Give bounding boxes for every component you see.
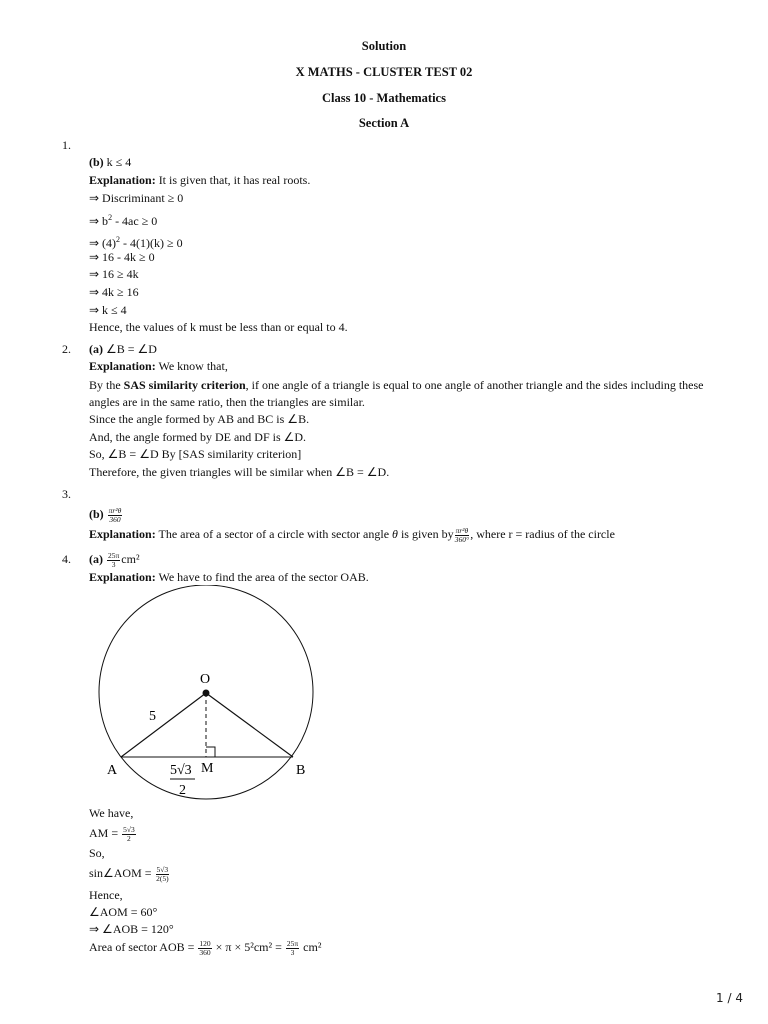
q4-area-fraction-1 (198, 940, 211, 957)
q4-exp-label: Explanation: (89, 570, 156, 584)
q2-p1-b: SAS similarity criterion (123, 378, 246, 392)
radius-oa (121, 693, 206, 757)
q2-answer-text: ∠B = ∠D (106, 342, 157, 356)
q3-theta: θ (392, 527, 398, 541)
label-am-numerator: 5√3 (170, 763, 192, 778)
label-a: A (107, 763, 118, 778)
q3-option: (b) (89, 507, 104, 521)
q2-p1-c: , if one angle of a triangle is equal to one angle of another triangle and the sides including these angles are in the same ratio, then the triangles are similar. (89, 378, 704, 409)
q4-area-equation (89, 936, 321, 958)
q1-explanation (89, 173, 310, 188)
q4-am-numerator: 5√3 (123, 824, 135, 834)
q4-am-fraction (122, 826, 136, 843)
radius-ob (206, 693, 293, 757)
label-o: O (200, 672, 211, 687)
class-subject: Class 10 - Mathematics (322, 91, 446, 105)
q2-exp-text: We know that, (158, 359, 228, 373)
q3-formula-denominator: 360° (454, 534, 470, 544)
q4-answer-denominator: 3 (111, 559, 116, 569)
q4-area-unit: cm² (303, 940, 322, 954)
q4-am-lhs: AM = (89, 826, 119, 840)
sector-figure (85, 585, 335, 800)
q1-step-2-sup: 2 (108, 213, 113, 222)
q4-option: (a) (89, 552, 103, 566)
q4-area-fraction-2 (286, 940, 299, 957)
label-b: B (296, 763, 306, 778)
test-name: X MATHS - CLUSTER TEST 02 (295, 65, 473, 79)
q3-exp-label: Explanation: (89, 527, 156, 541)
q3-explanation (89, 524, 615, 544)
q4-sin-denominator: 2(5) (156, 873, 169, 883)
q4-hence: Hence, (89, 888, 123, 902)
q2-criterion-paragraph (89, 377, 714, 411)
q4-area-r-numerator: 25π (286, 938, 299, 948)
q4-we-have: We have, (89, 806, 134, 820)
q1-step-4: ⇒ 16 - 4k ≥ 0 (89, 250, 155, 264)
q4-sin-equation (89, 862, 170, 884)
label-am-denominator: 2 (179, 783, 186, 798)
q3-number: 3. (62, 487, 71, 501)
q3-formula-numerator: πr²θ (455, 525, 469, 535)
q4-area-r-denominator: 3 (290, 947, 295, 957)
q1-exp-text: It is given that, it has real roots. (158, 173, 311, 187)
q3-answer-denominator: 360 (109, 514, 121, 524)
q3-exp-b: is given by (400, 527, 454, 541)
q1-answer-text: k ≤ 4 (106, 155, 132, 169)
q1-step-3-sup: 2 (116, 235, 121, 244)
q3-answer (89, 504, 123, 524)
label-side-5: 5 (149, 709, 156, 724)
q4-exp-text: We have to find the area of the sector OAB. (158, 570, 369, 584)
q4-answer-unit: cm² (121, 552, 140, 566)
q4-area-b: × π × 5²cm² = (215, 940, 282, 954)
q1-step-1: ⇒ Discriminant ≥ 0 (89, 191, 184, 205)
q4-am-denominator: 2 (127, 833, 131, 843)
q2-exp-label: Explanation: (89, 359, 156, 373)
q4-am-equation (89, 822, 137, 844)
q1-option: (b) (89, 155, 104, 169)
doc-title: Solution (361, 39, 407, 53)
q1-step-6: ⇒ 4k ≥ 16 (89, 285, 139, 299)
q1-number: 1. (62, 138, 71, 152)
q2-explanation (89, 359, 228, 374)
q1-step-2 (89, 210, 157, 229)
q2-option: (a) (89, 342, 103, 356)
q4-area-a: Area of sector AOB = (89, 940, 195, 954)
q1-conclusion: Hence, the values of k must be less than or equal to 4. (89, 320, 348, 334)
q1-step-7: ⇒ k ≤ 4 (89, 303, 127, 317)
q4-sin-numerator: 5√3 (156, 864, 169, 874)
q4-aom: ∠AOM = 60° (89, 905, 158, 919)
section-heading: Section A (358, 116, 410, 130)
right-angle-mark (206, 747, 215, 757)
q3-answer-numerator: πr²θ (108, 505, 122, 515)
q1-answer (89, 155, 131, 170)
label-m: M (201, 761, 214, 776)
q1-step-3-b: - 4(1)(k) ≥ 0 (120, 236, 183, 250)
q1-step-2-b: - 4ac ≥ 0 (112, 214, 158, 228)
q3-exp-c: , where r = radius of the circle (470, 527, 615, 541)
q3-formula-fraction (455, 527, 470, 544)
q1-step-3 (89, 232, 183, 251)
q1-step-2-a: ⇒ b (89, 214, 109, 228)
q1-exp-label: Explanation: (89, 173, 156, 187)
page-number: 1 / 4 (716, 991, 743, 1005)
q4-sin-fraction (156, 866, 170, 883)
q2-line-1: Since the angle formed by AB and BC is ∠B. (89, 412, 310, 426)
q4-sin-lhs: sin∠AOM = (89, 866, 152, 880)
q1-step-3-a: ⇒ (4) (89, 236, 117, 250)
center-point-o (203, 690, 210, 697)
q4-area-f-denominator: 360 (199, 947, 211, 957)
q4-area-f-numerator: 120 (199, 938, 211, 948)
q1-step-5: ⇒ 16 ≥ 4k (89, 267, 139, 281)
q4-answer-numerator: 25π (108, 550, 120, 560)
q2-line-2: And, the angle formed by DE and DF is ∠D. (89, 430, 307, 444)
q4-explanation (89, 570, 369, 585)
q4-aob: ⇒ ∠AOB = 120° (89, 922, 174, 936)
q4-so: So, (89, 846, 105, 860)
q2-answer (89, 342, 157, 357)
q2-conclusion: Therefore, the given triangles will be similar when ∠B = ∠D. (89, 465, 390, 479)
q4-answer-fraction (107, 552, 120, 569)
q3-answer-fraction (108, 507, 123, 524)
q2-number: 2. (62, 342, 71, 356)
q4-answer (89, 549, 140, 569)
q2-line-3: So, ∠B = ∠D By [SAS similarity criterion] (89, 447, 302, 461)
q4-number: 4. (62, 552, 71, 566)
q2-p1-a: By the (89, 378, 124, 392)
q3-exp-a: The area of a sector of a circle with sector angle (158, 527, 390, 541)
